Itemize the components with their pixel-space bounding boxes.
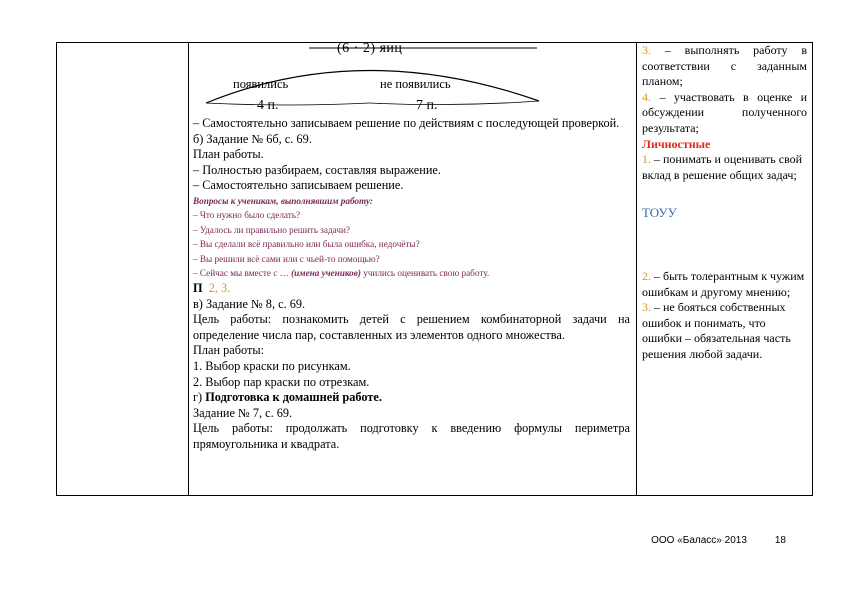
goal-v: Цель работы: познакомить детей с решением комбинаторной задачи на определение числа пар, составленных из элементов одного множества. xyxy=(193,312,630,342)
outcome-item: 1. – понимать и оценивать свой вклад в решение общих задач; xyxy=(642,152,803,182)
outcome-number: 1. xyxy=(642,152,651,167)
figure-total-label: (6 · 2) яиц xyxy=(337,41,403,56)
question-item xyxy=(193,266,630,281)
figure-appeared-label: появились xyxy=(233,77,289,91)
homework-heading: г) Подготовка к домашней работе. xyxy=(193,390,382,405)
toyy-label: ТОУУ xyxy=(642,205,677,221)
text-line: План работы. xyxy=(193,147,264,162)
content-column-cell xyxy=(189,43,637,496)
lesson-table xyxy=(56,42,813,496)
question-item: – Что нужно было сделать? xyxy=(193,210,301,221)
outcome-number: 3. xyxy=(642,300,651,315)
outcome-item: 2. – быть толерантным к чужим ошибкам и другому мнению; xyxy=(642,268,805,299)
text-line: – Самостоятельно записываем решение по действиям с последующей проверкой. xyxy=(193,116,620,130)
page-number: 18 xyxy=(774,535,786,546)
outcome-item: 3. – не бояться собственных ошибок и понимать, что ошибки – обязательная часть решения любой задачи. xyxy=(642,300,791,361)
page-footer xyxy=(651,535,786,546)
text-line: б) Задание № 6б, с. 69. xyxy=(193,131,312,146)
task-7: Задание № 7, с. 69. xyxy=(193,405,293,420)
homework-title: Подготовка к домашней работе. xyxy=(205,390,382,405)
figure-appeared-count: 4 п. xyxy=(257,98,279,113)
question-item: – Вы сделали всё правильно или была ошибка, недочёты? xyxy=(193,239,420,250)
questions-title: Вопросы к ученикам, выполнявшим работу: xyxy=(193,195,373,206)
text-line: – Самостоятельно записываем решение. xyxy=(193,178,404,193)
outcome-number: 4. xyxy=(642,89,651,104)
outcome-number: 3. xyxy=(642,43,651,57)
figure-not-appeared-label: не появились xyxy=(380,77,451,91)
p-letter: П xyxy=(193,280,203,295)
outcomes-column-cell xyxy=(637,43,813,496)
question-item: – Вы решили всё сами или с чьей-то помощью? xyxy=(193,253,380,264)
text-line: – Полностью разбираем, составляя выражение. xyxy=(193,162,441,177)
publisher-label: ООО «Баласс» 2013 xyxy=(651,535,747,546)
figure-not-appeared-count: 7 п. xyxy=(416,98,438,113)
p-numbers: 2, 3. xyxy=(208,280,231,295)
personal-outcomes-heading: Личностные xyxy=(642,136,711,151)
stage-column-cell xyxy=(57,43,189,496)
outcome-number: 2. xyxy=(642,268,651,283)
plan-title: План работы: xyxy=(193,343,265,358)
outcome-item: 4. – участвовать в оценке и обсуждении полученного результата; xyxy=(642,89,808,135)
task-v: в) Задание № 8, с. 69. xyxy=(193,296,306,311)
plan-step: 1. Выбор краски по рисункам. xyxy=(193,358,351,373)
goal-7: Цель работы: продолжать подготовку к введению формулы периметра прямоугольника и квадрата. xyxy=(193,421,630,451)
student-names-placeholder: (имена учеников) xyxy=(291,268,361,279)
arc-diagram xyxy=(189,43,636,116)
outcome-item: 3. – выполнять работу в соответствии с заданным планом; xyxy=(642,43,808,89)
question-item: – Удалось ли правильно решить задачи? xyxy=(193,224,351,235)
question-prefix: – Сейчас мы вместе с … xyxy=(193,268,289,279)
p-reference xyxy=(193,281,630,297)
plan-step: 2. Выбор пар краски по отрезкам. xyxy=(193,374,370,389)
question-suffix: учились оценивать свою работу. xyxy=(363,268,490,279)
